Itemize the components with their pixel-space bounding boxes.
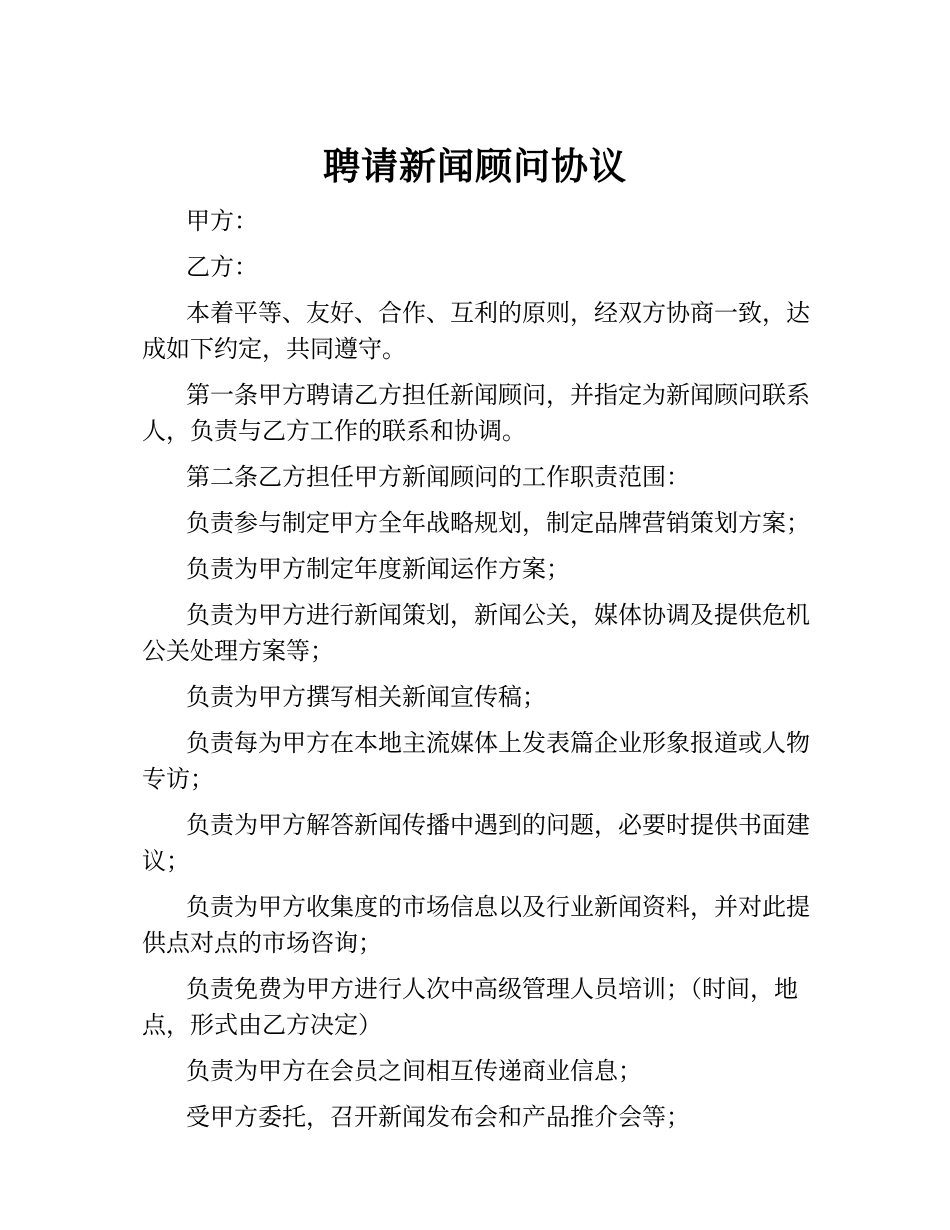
paragraph-article-2: 第二条乙方担任甲方新闻顾问的工作职责范围： <box>186 463 690 491</box>
paragraph-party-b: 乙方： <box>186 253 258 281</box>
paragraph-duty: 负责为甲方收集度的市场信息以及行业新闻资料，并对此提供点对点的市场咨询； <box>142 893 810 957</box>
paragraph-duty: 负责为甲方撰写相关新闻宣传稿； <box>186 683 546 711</box>
paragraph-duty: 负责每为甲方在本地主流媒体上发表篇企业形象报道或人物专访； <box>142 729 810 793</box>
paragraph-duty: 负责为甲方制定年度新闻运作方案； <box>186 555 570 583</box>
paragraph-duty: 受甲方委托，召开新闻发布会和产品推介会等； <box>186 1103 690 1131</box>
paragraph-duty: 负责参与制定甲方全年战略规划，制定品牌营销策划方案； <box>186 509 810 537</box>
paragraph-duty: 负责为甲方解答新闻传播中遇到的问题，必要时提供书面建议； <box>142 811 810 875</box>
document-body <box>142 203 814 1145</box>
document-title: 聘请新闻顾问协议 <box>323 144 627 188</box>
paragraph-duty: 负责为甲方在会员之间相互传递商业信息； <box>186 1057 642 1085</box>
paragraph-article-1: 第一条甲方聘请乙方担任新闻顾问，并指定为新闻顾问联系人，负责与乙方工作的联系和协调。 <box>142 381 810 445</box>
paragraph-duty: 负责为甲方进行新闻策划，新闻公关，媒体协调及提供危机公关处理方案等； <box>142 601 810 665</box>
paragraph-preamble: 本着平等、友好、合作、互利的原则，经双方协商一致，达成如下约定，共同遵守。 <box>142 299 810 363</box>
paragraph-party-a: 甲方： <box>186 207 258 235</box>
paragraph-duty: 负责免费为甲方进行人次中高级管理人员培训；（时间，地点，形式由乙方决定） <box>142 975 798 1039</box>
